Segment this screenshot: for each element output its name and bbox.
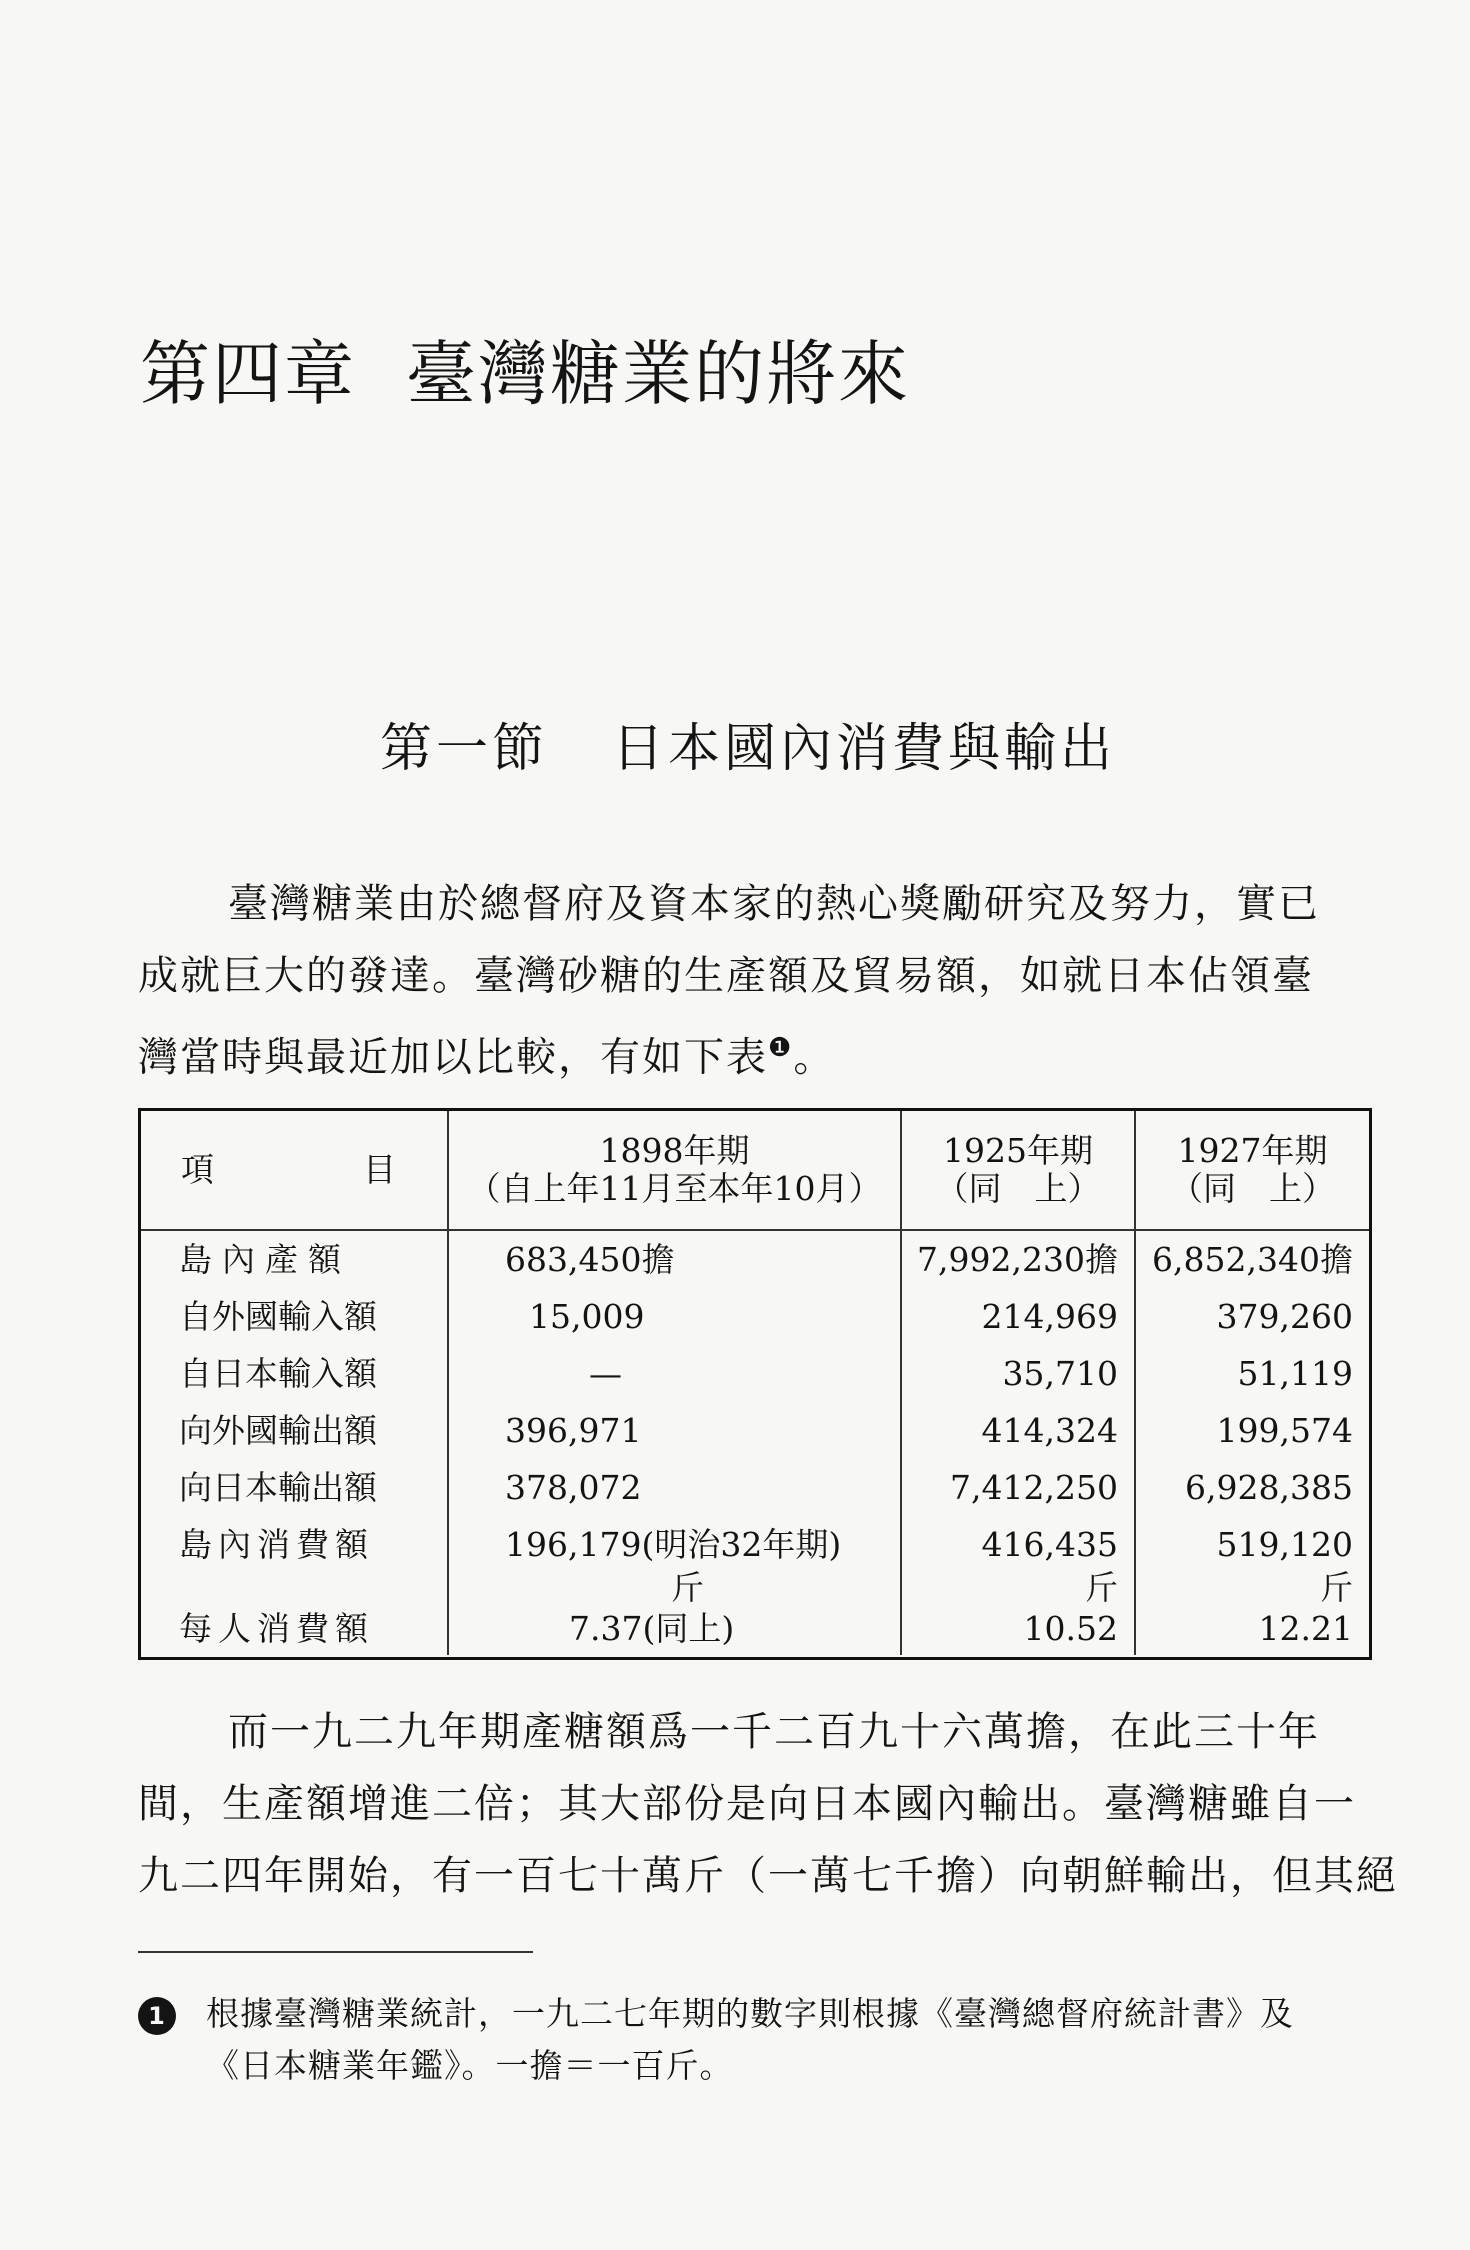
paragraph-line: 間，生產額增進二倍；其大部份是向日本國內輸出。臺灣糖雖自一 [138,1781,1356,1827]
cell-1898: 378,072 [448,1459,901,1516]
footnote-reference[interactable]: ❶ [768,1033,794,1063]
cell-1925: 7,412,250 [901,1459,1135,1516]
body-paragraph-1 [138,868,1370,1093]
paragraph-line [138,1012,1370,1093]
cell-1925: 35,710 [901,1345,1135,1402]
cell-1927: 6,852,340擔 [1135,1230,1369,1288]
cell-1927: 199,574 [1135,1402,1369,1459]
row-item: 自外國輸入額 [179,1297,377,1336]
cell-1898: 15,009 [448,1288,901,1345]
chapter-name: 臺灣糖業的將來 [406,333,910,415]
cell-1898: — [448,1345,901,1402]
cell-1898: 683,450擔 [448,1230,901,1288]
cell-1898: 396,971 [448,1402,901,1459]
table-row [141,1459,1369,1516]
chapter-title [140,318,910,419]
header-1925 [901,1111,1135,1230]
footnote-divider [138,1951,533,1953]
row-item: 島內產額 [179,1240,351,1279]
row-item: 島內消費額 [179,1525,374,1564]
table-row [141,1345,1369,1402]
paragraph-line: 臺灣糖業由於總督府及資本家的熱心獎勵研究及努力，實已 [228,881,1320,927]
cell-1925: 416,435 [901,1516,1135,1573]
table-row [141,1230,1369,1288]
table-row [141,1402,1369,1459]
footnote-marker: 1 [138,1997,176,2035]
unit-1898: 斤 [448,1573,901,1603]
cell-1927: 6,928,385 [1135,1459,1369,1516]
cell-1898: 7.37(同上) [448,1603,901,1655]
footnote-text: 根據臺灣糖業統計，一九二七年期的數字則根據《臺灣總督府統計書》及 [206,1994,1294,2033]
paragraph-line-end: 。 [793,1034,836,1081]
header-item: 項 目 [141,1111,448,1230]
unit-spacer [141,1573,448,1603]
cell-1927: 519,120 [1135,1516,1369,1573]
footnote [138,1988,1378,2092]
cell-1927: 51,119 [1135,1345,1369,1402]
row-item: 每人消費額 [179,1609,374,1648]
paragraph-line: 成就巨大的發達。臺灣砂糖的生產額及貿易額，如就日本佔領臺 [138,953,1314,999]
cell-1898: 196,179(明治32年期) [448,1516,901,1573]
cell-1925: 7,992,230擔 [901,1230,1135,1288]
table-header-row [141,1111,1369,1230]
header-1927-subtitle: （同 上） [1170,1169,1335,1208]
footnote-line: 《日本糖業年鑑》。一擔＝一百斤。 [206,2046,734,2085]
header-1927 [1135,1111,1369,1230]
cell-1927: 379,260 [1135,1288,1369,1345]
row-item: 向日本輸出額 [179,1468,377,1507]
chapter-number: 第四章 [140,333,356,415]
cell-1925: 414,324 [901,1402,1135,1459]
section-number: 第一節 [380,719,549,779]
header-1925-subtitle: （同 上） [935,1169,1101,1208]
header-1927-title: 1927年期 [1177,1131,1328,1170]
unit-1927: 斤 [1135,1573,1369,1603]
section-title [380,706,1116,781]
row-item: 向外國輸出額 [179,1411,377,1450]
header-1925-title: 1925年期 [943,1131,1093,1170]
paragraph-line: 九二四年開始，有一百七十萬斤（一萬七千擔）向朝鮮輸出，但其絕 [138,1853,1398,1899]
table-unit-row [141,1573,1369,1603]
unit-1925: 斤 [901,1573,1135,1603]
header-1898 [448,1111,901,1230]
section-name: 日本國內消費與輸出 [612,719,1117,779]
paragraph-line: 而一九二九年期產糖額爲一千二百九十六萬擔，在此三十年 [228,1709,1320,1755]
sugar-statistics-table [138,1108,1372,1660]
table-row [141,1603,1369,1655]
cell-1925: 214,969 [901,1288,1135,1345]
table-row [141,1288,1369,1345]
cell-1925: 10.52 [901,1603,1135,1655]
paragraph-line-text: 灣當時與最近加以比較，有如下表 [138,1034,768,1081]
header-1898-subtitle: （自上年11月至本年10月） [467,1169,882,1208]
cell-1927: 12.21 [1135,1603,1369,1655]
footnote-line [138,1988,1378,2040]
row-item: 自日本輸入額 [179,1354,377,1393]
body-paragraph-2 [138,1696,1398,1912]
header-1898-title: 1898年期 [599,1131,750,1170]
table-row [141,1516,1369,1573]
